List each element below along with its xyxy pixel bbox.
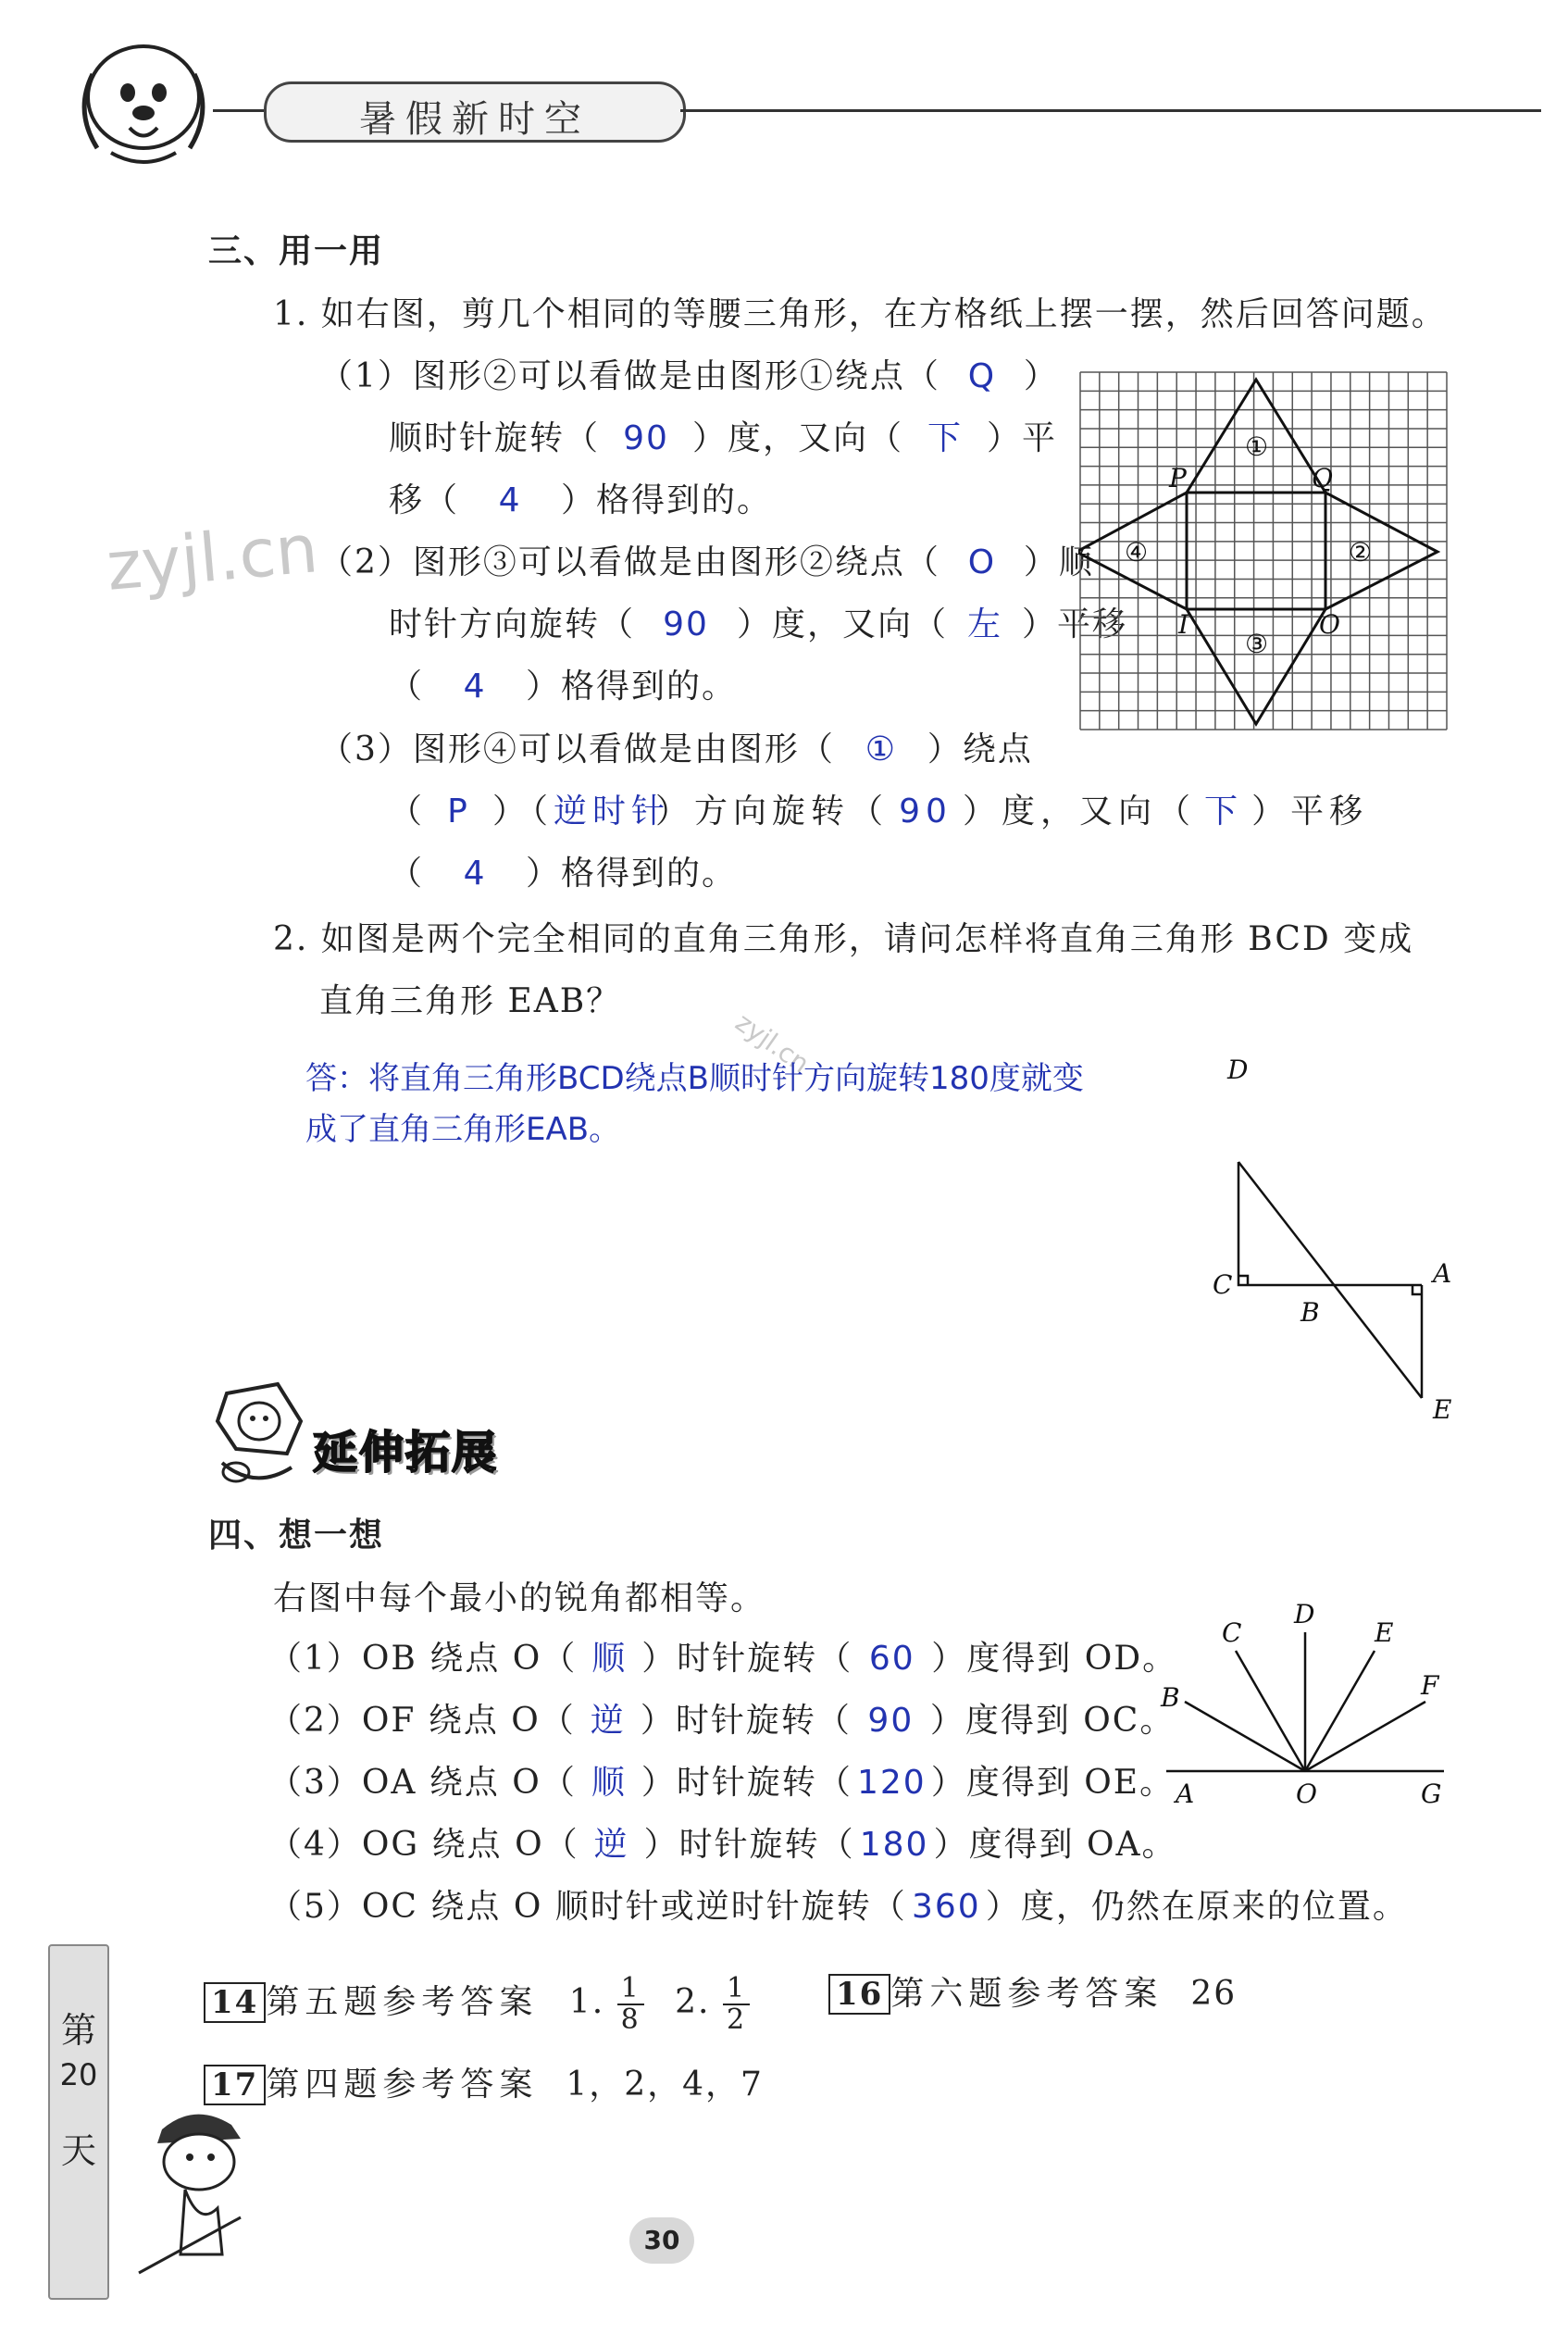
watermark: zyjl.cn — [103, 509, 321, 605]
answer-blank: 90 — [623, 419, 669, 457]
answer-blank: 4 — [463, 855, 487, 893]
answer-blank: 180 — [859, 1826, 929, 1864]
q2-stem-line1: 2. 如图是两个完全相同的直角三角形，请问怎样将直角三角形 BCD 变成 — [273, 920, 1414, 958]
fraction: $\frac{1}{2}$ — [723, 1974, 750, 2035]
q1-p1-line2: 顺时针旋转（ 90 ）度，又向（ 下 ）平 — [389, 419, 1058, 457]
q2-answer-line2: 成了直角三角形EAB。 — [305, 1111, 621, 1148]
label-B: B — [1300, 1297, 1320, 1328]
answer-blank: 90 — [899, 793, 952, 830]
q1-p2-line1: （2）图形③可以看做是由图形②绕点（ O ）顺 — [319, 543, 1094, 581]
label-D: D — [1227, 1055, 1249, 1085]
answer-blank: 逆 — [593, 1826, 629, 1864]
answer-blank: 下 — [1204, 793, 1244, 830]
label-E: E — [1433, 1394, 1452, 1425]
q1-p3-line1: （3）图形④可以看做是由图形（ ① ）绕点 — [319, 730, 1033, 768]
header-mascot — [56, 28, 231, 176]
grid-figure — [1078, 370, 1449, 731]
answer-blank: 90 — [867, 1702, 915, 1740]
s4-item-1: （1）OB 绕点 O（ 顺 ）时针旋转（ 60 ）度得到 OD。 — [268, 1640, 1178, 1678]
key-number: 17 — [204, 2065, 266, 2105]
triangle-3 — [1187, 609, 1325, 724]
q1-stem: 1. 如右图，剪几个相同的等腰三角形，在方格纸上摆一摆，然后回答问题。 — [273, 295, 1447, 333]
section4-title: 四、想一想 — [208, 1517, 385, 1554]
q1-p2-line3: （ 4 ）格得到的。 — [389, 668, 738, 705]
ray-OC — [1236, 1651, 1305, 1771]
answer-key-14: 14 第五题参考答案 1. $\frac{1}{8}$ 2. $\frac{1}{2}$ — [204, 1974, 750, 2035]
side-tab-day-label: 第 — [60, 2010, 96, 2051]
triangle-2 — [1325, 493, 1437, 609]
label-circle-4: ④ — [1125, 537, 1149, 568]
q1-p2-line2: 时针方向旋转（ 90 ）度，又向（ 左 ）平移 — [389, 605, 1128, 643]
label-C: C — [1213, 1269, 1233, 1300]
side-tab — [48, 1944, 109, 2300]
key-number: 16 — [828, 1974, 890, 2015]
section3-title: 三、用一用 — [208, 232, 385, 270]
side-tab-day-number: 20 — [59, 2057, 98, 2092]
label-I: I — [1178, 609, 1189, 640]
answer-blank: 360 — [911, 1888, 981, 1926]
label-circle-2: ② — [1349, 537, 1373, 568]
watermark-small: zyjl.cn — [729, 1006, 815, 1080]
q2-stem-line2: 直角三角形 EAB？ — [319, 982, 622, 1020]
header-rule-right — [680, 109, 1541, 112]
label-D: D — [1294, 1599, 1315, 1629]
label-G: G — [1421, 1779, 1442, 1809]
section4-intro: 右图中每个最小的锐角都相等。 — [273, 1579, 766, 1617]
page-number-badge — [629, 2217, 694, 2264]
key-number: 14 — [204, 1982, 266, 2023]
label-O: O — [1296, 1779, 1317, 1809]
answer-blank: 120 — [856, 1764, 927, 1802]
answer-blank: O — [967, 543, 997, 581]
label-Q: Q — [1312, 463, 1333, 493]
answer-blank: 90 — [663, 605, 709, 643]
label-circle-3: ③ — [1245, 629, 1269, 659]
answer-blank: 4 — [498, 481, 522, 519]
label-circle-1: ① — [1245, 431, 1269, 462]
label-A: A — [1176, 1779, 1195, 1809]
ray-OB — [1185, 1702, 1305, 1771]
q2-answer-line1: 答：将直角三角形BCD绕点B顺时针方向旋转180度就变 — [305, 1060, 1084, 1097]
bottom-mascot — [130, 2097, 268, 2282]
answer-blank: 顺 — [591, 1640, 628, 1678]
label-E: E — [1375, 1617, 1394, 1648]
answer-blank: 60 — [868, 1640, 915, 1678]
s4-item-5: （5）OC 绕点 O 顺时针或逆时针旋转（ 360 ）度，仍然在原来的位置。 — [268, 1888, 1408, 1926]
side-tab-day-suffix: 天 — [60, 2130, 96, 2171]
answer-blank: P — [447, 793, 473, 830]
answer-blank: 下 — [927, 419, 964, 457]
q1-p1-line3: 移（ 4 ）格得到的。 — [389, 481, 773, 519]
page-number: 30 — [643, 2225, 680, 2255]
answer-blank: Q — [967, 357, 997, 395]
s4-item-2: （2）OF 绕点 O（ 逆 ）时针旋转（ 90 ）度得到 OC。 — [268, 1702, 1176, 1740]
answer-blank: 左 — [967, 605, 1003, 643]
label-C: C — [1222, 1617, 1242, 1648]
answer-blank: 4 — [463, 668, 487, 705]
answer-blank: 顺 — [591, 1764, 627, 1802]
fraction: $\frac{1}{8}$ — [617, 1974, 644, 2035]
answer-blank: ① — [865, 730, 898, 768]
q1-p3-line2: （ P ）（逆时针）方向旋转（ 90 ）度，又向（ 下 ）平移 — [389, 793, 1369, 830]
extension-title: 延伸拓展 — [313, 1427, 499, 1479]
header-title-box — [264, 81, 686, 143]
answer-key-16: 16 第六题参考答案 26 — [828, 1974, 1237, 2015]
label-O: O — [1319, 609, 1340, 640]
rays-figure — [1148, 1588, 1462, 1810]
header-title: 暑假新时空 — [359, 98, 591, 141]
label-P: P — [1169, 463, 1187, 493]
s4-item-3: （3）OA 绕点 O（ 顺 ）时针旋转（ 120 ）度得到 OE。 — [268, 1764, 1176, 1802]
right-triangles-figure — [1194, 1051, 1500, 1430]
label-F: F — [1421, 1670, 1439, 1701]
ray-OF — [1305, 1702, 1425, 1771]
answer-key-17: 17 第四题参考答案 1，2，4，7 — [204, 2065, 764, 2105]
answer-blank: 逆时针 — [554, 793, 671, 830]
answer-blank: 逆 — [590, 1702, 626, 1740]
label-B: B — [1161, 1682, 1180, 1713]
extension-mascot-icon — [199, 1379, 319, 1491]
q1-p3-line3: （ 4 ）格得到的。 — [389, 855, 738, 893]
header-rule-left — [213, 109, 268, 112]
ray-OE — [1305, 1651, 1375, 1771]
s4-item-4: （4）OG 绕点 O（ 逆 ）时针旋转（ 180 ）度得到 OA。 — [268, 1826, 1177, 1864]
q1-p1-line1: （1）图形②可以看做是由图形①绕点（ Q ） — [319, 357, 1059, 395]
label-A: A — [1433, 1258, 1452, 1289]
